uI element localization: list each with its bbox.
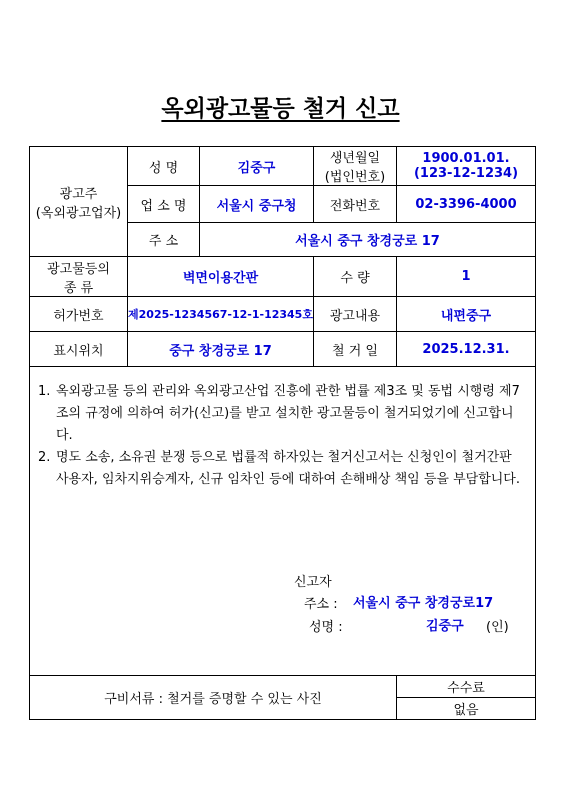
declarant-block <box>30 367 535 675</box>
advertiser-address[interactable]: 서울시 중구 창경궁로 17 <box>200 223 536 257</box>
birth-label: 생년월일 (법인번호) <box>314 147 397 186</box>
business-name[interactable]: 서울시 중구청 <box>200 186 314 223</box>
seal-mark: (인) <box>486 620 509 635</box>
required-documents: 구비서류 : 철거를 증명할 수 있는 사진 <box>30 676 397 720</box>
statement-item: 1. 옥외광고물 등의 관리와 옥외광고산업 진흥에 관한 법률 제3조 및 동법 시행령 제7조의 규정에 의하여 허가(신고)를 받고 설치한 광고물등이 철거되었기에 신고합니다. <box>38 384 520 443</box>
ad-type[interactable]: 벽면이용간판 <box>128 257 314 297</box>
birth-value[interactable]: 1900.01.01. (123-12-1234) <box>397 147 536 186</box>
declarant-name[interactable]: 김중구 <box>426 619 464 634</box>
fee-label: 수수료 <box>397 676 536 698</box>
fee-value: 없음 <box>397 698 536 720</box>
declarant-name-label: 성명 : <box>309 620 343 635</box>
permit-number[interactable]: 제2025-1234567-12-1-12345호 <box>128 297 314 332</box>
name-label: 성 명 <box>128 147 200 186</box>
statement-section <box>30 367 536 676</box>
location-label: 표시위치 <box>30 332 128 367</box>
removal-date[interactable]: 2025.12.31. <box>397 332 536 367</box>
report-form <box>29 146 536 720</box>
address-label: 주 소 <box>128 223 200 257</box>
ad-type-label: 광고물등의 종 류 <box>30 257 128 297</box>
qty-label: 수 량 <box>314 257 397 297</box>
advertiser-label: 광고주 (옥외광고업자) <box>30 147 128 257</box>
declarant-heading: 신고자 <box>294 575 332 590</box>
declarant-address[interactable]: 서울시 중구 창경궁로17 <box>353 596 494 611</box>
qty-value[interactable]: 1 <box>397 257 536 297</box>
content-value[interactable]: 내편중구 <box>397 297 536 332</box>
content-label: 광고내용 <box>314 297 397 332</box>
phone-value[interactable]: 02-3396-4000 <box>397 186 536 223</box>
business-label: 업 소 명 <box>128 186 200 223</box>
location-value[interactable]: 중구 창경궁로 17 <box>128 332 314 367</box>
statement-item: 2. 명도 소송, 소유권 분쟁 등으로 법률적 하자있는 철거신고서는 신청인이 철거간판 사용자, 임차지위승계자, 신규 임차인 등에 대하여 손해배상 책임 등을 부담합니다. <box>38 450 521 487</box>
document-title: 옥외광고물등 철거 신고 <box>161 96 400 122</box>
removal-date-label: 철 거 일 <box>314 332 397 367</box>
permit-label: 허가번호 <box>30 297 128 332</box>
declarant-address-label: 주소 : <box>304 597 338 612</box>
advertiser-name[interactable]: 김중구 <box>200 147 314 186</box>
phone-label: 전화번호 <box>314 186 397 223</box>
